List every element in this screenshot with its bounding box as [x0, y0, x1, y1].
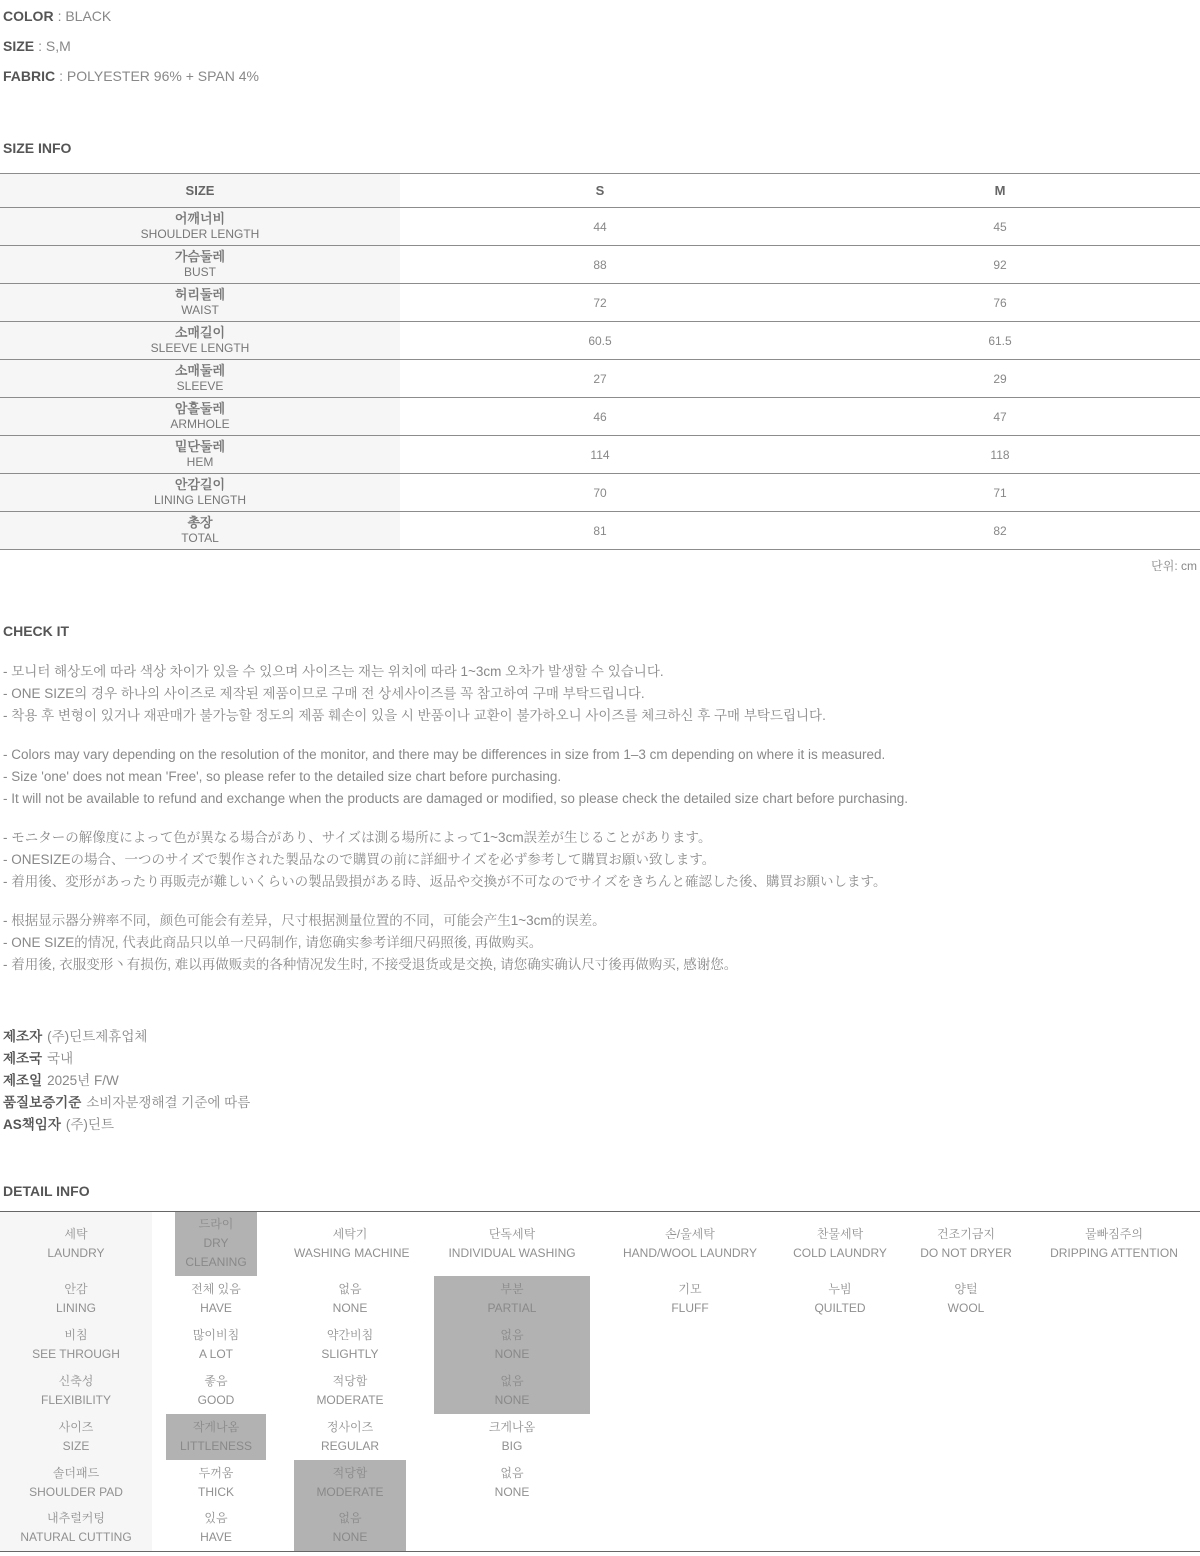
detail-category — [0, 1276, 152, 1322]
option-en: COLD LAUNDRY — [793, 1245, 887, 1260]
detail-option — [166, 1276, 266, 1322]
detail-cell-empty — [1028, 1414, 1200, 1460]
detail-cell-empty — [904, 1414, 1028, 1460]
detail-option-selected — [175, 1212, 257, 1276]
size-cell-value-s: 27 — [400, 360, 800, 398]
option-en: NONE — [332, 1530, 368, 1545]
detail-cell — [420, 1322, 604, 1368]
note-line: - ONE SIZE的情况, 代表此商品只以单一尺码制作, 请您确实参考详细尺码照後, 再做购买。 — [3, 935, 543, 950]
detail-option — [434, 1212, 590, 1276]
detail-option — [294, 1368, 406, 1414]
detail-cell-empty — [604, 1460, 776, 1506]
measure-ko: 허리둘레 — [174, 287, 226, 302]
size-cell-label — [0, 436, 400, 474]
note-line: - ONESIZEの場合、一つのサイズで製作された製品なので購買の前に詳細サイズを必ず参考して購買お願い致します。 — [3, 852, 716, 867]
detail-row-natural-cutting — [0, 1506, 1200, 1552]
option-en: SLIGHTLY — [321, 1346, 379, 1361]
size-cell-value-s: 70 — [400, 474, 800, 512]
size-row — [0, 246, 1200, 284]
option-ko: 크게나옴 — [488, 1419, 536, 1434]
detail-cell — [904, 1212, 1028, 1276]
option-en: MODERATE — [316, 1392, 384, 1407]
maker-label: 제조일 — [3, 1073, 43, 1088]
option-ko: 없음 — [500, 1465, 524, 1480]
size-row — [0, 284, 1200, 322]
detail-row-lining — [0, 1276, 1200, 1322]
note-line: - 착용 후 변형이 있거나 재판매가 불가능할 정도의 제품 훼손이 있을 시 반품이나 교환이 불가하오니 사이즈를 체크하신 후 구매 부탁드립니다. — [3, 708, 826, 723]
size-cell-value-m: 71 — [800, 474, 1200, 512]
size-cell-value-s: 60.5 — [400, 322, 800, 360]
detail-option-selected — [166, 1414, 266, 1460]
option-en: DRIPPING ATTENTION — [1050, 1245, 1178, 1260]
size-cell-label — [0, 398, 400, 436]
size-cell-value-s: 72 — [400, 284, 800, 322]
detail-cell — [420, 1414, 604, 1460]
category-ko: 세탁 — [64, 1226, 88, 1241]
option-en: GOOD — [197, 1392, 235, 1407]
category-en: SEE THROUGH — [32, 1346, 120, 1361]
note-line: - 着用後、変形があったり再販売が難しいくらいの製品毀損がある時、返品や交換が不可なのでサイズをきちんと確認した後、購買お願いします。 — [3, 874, 887, 889]
category-en: SHOULDER PAD — [29, 1484, 123, 1499]
detail-cell-empty — [604, 1506, 776, 1552]
option-ko: 없음 — [338, 1511, 362, 1526]
measure-ko: 암홀둘레 — [174, 401, 226, 416]
option-ko: 없음 — [500, 1327, 524, 1342]
option-ko: 찬물세탁 — [816, 1226, 864, 1241]
detail-cell — [280, 1322, 420, 1368]
option-en: THICK — [198, 1484, 234, 1499]
detail-cell-empty — [1028, 1368, 1200, 1414]
note-line: - モニターの解像度によって色が異なる場合があり、サイズは測る場所によって1~3cm誤差が生じることがあります。 — [3, 830, 712, 845]
option-ko: 있음 — [204, 1511, 228, 1526]
detail-option — [434, 1460, 590, 1506]
note-line: - Size 'one' does not mean 'Free', so please refer to the detailed size chart before purchasing. — [3, 769, 562, 784]
color-value: : BLACK — [57, 8, 112, 24]
notes-chinese — [3, 910, 1200, 976]
size-header-row — [0, 174, 1200, 208]
detail-info-heading: DETAIL INFO — [3, 1183, 90, 1199]
note-line: - 根据显示器分辨率不同，颜色可能会有差异，尺寸根据测量位置的不同，可能会产生1~3cm的误差。 — [3, 913, 606, 928]
size-cell-value-m: 29 — [800, 360, 1200, 398]
detail-cell — [604, 1212, 776, 1276]
detail-cell-empty — [1028, 1322, 1200, 1368]
size-value: : S,M — [38, 38, 71, 54]
detail-cell — [420, 1276, 604, 1322]
measure-en: SLEEVE — [176, 379, 224, 393]
measure-ko: 안감길이 — [174, 477, 226, 492]
measure-en: HEM — [186, 455, 214, 469]
size-cell-label — [0, 208, 400, 246]
size-cell-value-m: 47 — [800, 398, 1200, 436]
maker-value: (주)딘트제휴업체 — [47, 1029, 148, 1044]
detail-cell-empty — [420, 1506, 604, 1552]
size-row — [0, 436, 1200, 474]
detail-category — [0, 1212, 152, 1276]
measure-ko: 어깨너비 — [174, 211, 226, 226]
detail-category — [0, 1506, 152, 1552]
detail-cell — [152, 1506, 280, 1552]
maker-label: AS책임자 — [3, 1117, 61, 1132]
size-cell-value-m: 61.5 — [800, 322, 1200, 360]
category-en: SIZE — [62, 1438, 90, 1453]
option-en: HAVE — [200, 1530, 232, 1545]
option-ko: 전체 있음 — [191, 1281, 241, 1296]
option-en: PARTIAL — [487, 1300, 537, 1315]
maker-value: (주)딘트 — [65, 1117, 115, 1132]
product-attributes — [0, 6, 1200, 87]
size-row — [0, 322, 1200, 360]
option-ko: 약간비침 — [326, 1327, 374, 1342]
size-cell-label — [0, 512, 400, 550]
category-en: LAUNDRY — [47, 1245, 105, 1260]
detail-cell — [280, 1414, 420, 1460]
option-ko: 적당함 — [332, 1373, 368, 1388]
detail-cell-empty — [776, 1414, 904, 1460]
option-en: WOOL — [947, 1300, 985, 1315]
maker-value: 2025년 F/W — [47, 1073, 119, 1088]
option-ko: 누빔 — [828, 1281, 852, 1296]
detail-cell — [420, 1212, 604, 1276]
detail-option — [294, 1322, 406, 1368]
detail-row-see-through — [0, 1322, 1200, 1368]
size-cell-label — [0, 284, 400, 322]
measure-ko: 소매둘레 — [174, 363, 226, 378]
detail-option — [294, 1414, 406, 1460]
option-en: DO NOT DRYER — [920, 1245, 1012, 1260]
size-col-header-m: M — [800, 174, 1200, 208]
option-en: NONE — [494, 1484, 530, 1499]
size-label: SIZE — [3, 38, 35, 54]
detail-cell-empty — [604, 1414, 776, 1460]
option-ko: 건조기금지 — [937, 1226, 995, 1241]
measure-en: SHOULDER LENGTH — [140, 227, 260, 241]
detail-cell-empty — [1028, 1460, 1200, 1506]
size-cell-value-m: 76 — [800, 284, 1200, 322]
size-cell-value-m: 45 — [800, 208, 1200, 246]
detail-cell-empty — [904, 1506, 1028, 1552]
color-label: COLOR — [3, 8, 54, 24]
option-en: DRY CLEANING — [185, 1236, 247, 1270]
detail-option — [790, 1276, 890, 1322]
size-row — [0, 474, 1200, 512]
option-en: NONE — [494, 1392, 530, 1407]
detail-cell — [420, 1368, 604, 1414]
option-en: QUILTED — [814, 1300, 866, 1315]
detail-cell-empty — [904, 1322, 1028, 1368]
detail-category — [0, 1368, 152, 1414]
note-line: - 모니터 해상도에 따라 색상 차이가 있을 수 있으며 사이즈는 재는 위치에 따라 1~3cm 오차가 발생할 수 있습니다. — [3, 664, 664, 679]
detail-cell-empty — [776, 1368, 904, 1414]
size-cell-value-s: 44 — [400, 208, 800, 246]
size-cell-label — [0, 360, 400, 398]
option-ko: 드라이 — [198, 1217, 234, 1232]
fabric-line — [3, 66, 1200, 87]
detail-option — [166, 1460, 266, 1506]
detail-cell-empty — [776, 1322, 904, 1368]
option-ko: 기모 — [678, 1281, 702, 1296]
detail-option — [618, 1212, 762, 1276]
maker-value: 국내 — [47, 1051, 74, 1066]
option-en: LITTLENESS — [179, 1438, 253, 1453]
detail-option — [790, 1212, 890, 1276]
measure-en: SLEEVE LENGTH — [150, 341, 250, 355]
option-en: MODERATE — [316, 1484, 384, 1499]
option-en: NONE — [494, 1346, 530, 1361]
detail-category — [0, 1414, 152, 1460]
size-table — [0, 173, 1200, 550]
detail-cell-empty — [776, 1506, 904, 1552]
size-info-heading: SIZE INFO — [3, 140, 72, 156]
measure-ko: 총장 — [187, 515, 213, 530]
detail-option — [294, 1212, 410, 1276]
measure-ko: 소매길이 — [174, 325, 226, 340]
measure-en: WAIST — [181, 303, 219, 317]
size-row — [0, 208, 1200, 246]
note-line: - ONE SIZE의 경우 하나의 사이즈로 제작된 제품이므로 구매 전 상세사이즈를 꼭 참고하여 구매 부탁드립니다. — [3, 686, 645, 701]
size-line — [3, 36, 1200, 57]
detail-option — [166, 1506, 266, 1552]
measure-en: LINING LENGTH — [153, 493, 246, 507]
measure-en: ARMHOLE — [170, 417, 230, 431]
category-ko: 솔더패드 — [52, 1465, 100, 1480]
detail-option — [1042, 1212, 1186, 1276]
category-ko: 비침 — [64, 1327, 88, 1342]
option-ko: 물빠짐주의 — [1085, 1226, 1143, 1241]
detail-cell-empty — [604, 1322, 776, 1368]
size-row — [0, 512, 1200, 550]
detail-cell — [280, 1212, 420, 1276]
detail-option-selected — [294, 1460, 406, 1506]
unit-note: 단위: cm — [1151, 559, 1197, 573]
detail-option — [918, 1276, 1014, 1322]
color-line — [3, 6, 1200, 27]
measure-ko: 가슴둘레 — [174, 249, 226, 264]
detail-cell — [280, 1460, 420, 1506]
detail-cell-empty — [904, 1368, 1028, 1414]
detail-cell-empty — [904, 1460, 1028, 1506]
detail-info-table — [0, 1211, 1200, 1552]
manufacturer-info — [0, 1026, 1200, 1136]
size-cell-value-m: 82 — [800, 512, 1200, 550]
detail-cell — [152, 1276, 280, 1322]
detail-cell — [152, 1414, 280, 1460]
note-line: - 着用後, 衣服变形丶有损伤, 难以再做贩卖的各种情况发生时, 不接受退货或是交换, 请您确实确认尺寸後再做购买, 感谢您。 — [3, 957, 738, 972]
maker-value: 소비자분쟁해결 기준에 따름 — [86, 1095, 251, 1110]
measure-ko: 밑단둘레 — [174, 439, 226, 454]
option-ko: 정사이즈 — [326, 1419, 374, 1434]
option-ko: 부분 — [500, 1281, 524, 1296]
size-cell-value-s: 46 — [400, 398, 800, 436]
detail-cell — [904, 1276, 1028, 1322]
category-en: NATURAL CUTTING — [20, 1530, 132, 1545]
maker-line — [3, 1026, 1200, 1048]
detail-cell — [604, 1276, 776, 1322]
option-ko: 많이비침 — [192, 1327, 240, 1342]
detail-row-size — [0, 1414, 1200, 1460]
detail-cell — [776, 1212, 904, 1276]
maker-line — [3, 1092, 1200, 1114]
option-en: INDIVIDUAL WASHING — [448, 1245, 576, 1260]
size-cell-label — [0, 246, 400, 284]
fabric-value: : POLYESTER 96% + SPAN 4% — [59, 68, 259, 84]
detail-cell — [280, 1506, 420, 1552]
detail-cell — [152, 1460, 280, 1506]
detail-option — [166, 1368, 266, 1414]
detail-cell — [152, 1368, 280, 1414]
maker-line — [3, 1048, 1200, 1070]
size-cell-value-m: 118 — [800, 436, 1200, 474]
detail-cell — [280, 1368, 420, 1414]
detail-category — [0, 1322, 152, 1368]
size-cell-value-s: 88 — [400, 246, 800, 284]
detail-cell-empty — [604, 1368, 776, 1414]
detail-cell-empty — [776, 1460, 904, 1506]
detail-cell — [776, 1276, 904, 1322]
detail-category — [0, 1460, 152, 1506]
detail-row-laundry — [0, 1212, 1200, 1276]
maker-line — [3, 1070, 1200, 1092]
option-en: NONE — [332, 1300, 368, 1315]
fabric-label: FABRIC — [3, 68, 56, 84]
note-line: - Colors may vary depending on the resolution of the monitor, and there may be differences in size from 1–3 cm depending on where it is measured. — [3, 747, 886, 762]
option-en: HAND/WOOL LAUNDRY — [622, 1245, 758, 1260]
maker-label: 제조국 — [3, 1051, 43, 1066]
size-col-header: SIZE — [0, 174, 400, 208]
option-ko: 세탁기 — [332, 1226, 368, 1241]
measure-en: BUST — [183, 265, 216, 279]
detail-cell-empty — [1028, 1506, 1200, 1552]
detail-option-selected — [434, 1322, 590, 1368]
option-en: WASHING MACHINE — [294, 1245, 410, 1260]
maker-line — [3, 1114, 1200, 1136]
note-line: - It will not be available to refund and exchange when the products are damaged or modified, so please check the detailed size chart before purchasing. — [3, 791, 909, 806]
detail-option — [618, 1276, 762, 1322]
category-en: FLEXIBILITY — [40, 1392, 112, 1407]
option-en: A LOT — [198, 1346, 233, 1361]
category-ko: 사이즈 — [58, 1419, 94, 1434]
check-it-notes — [0, 661, 1200, 976]
notes-english — [3, 744, 1200, 810]
detail-cell — [1028, 1212, 1200, 1276]
option-en: HAVE — [200, 1300, 232, 1315]
size-cell-value-m: 92 — [800, 246, 1200, 284]
category-en: LINING — [55, 1300, 96, 1315]
size-cell-label — [0, 322, 400, 360]
category-ko: 내추럴커팅 — [47, 1511, 105, 1526]
size-row — [0, 398, 1200, 436]
detail-row-shoulder-pad — [0, 1460, 1200, 1506]
maker-label: 품질보증기준 — [3, 1095, 82, 1110]
option-ko: 없음 — [500, 1373, 524, 1388]
category-ko: 안감 — [64, 1281, 88, 1296]
option-ko: 두꺼움 — [198, 1465, 234, 1480]
size-col-header-s: S — [400, 174, 800, 208]
option-ko: 없음 — [338, 1281, 362, 1296]
measure-en: TOTAL — [181, 531, 219, 545]
detail-option-selected — [294, 1506, 406, 1552]
detail-row-flexibility — [0, 1368, 1200, 1414]
detail-option — [918, 1212, 1014, 1276]
detail-cell-empty — [1028, 1276, 1200, 1322]
option-en: REGULAR — [320, 1438, 379, 1453]
option-ko: 좋음 — [204, 1373, 228, 1388]
detail-option — [166, 1322, 266, 1368]
category-ko: 신축성 — [58, 1373, 94, 1388]
detail-cell — [152, 1212, 280, 1276]
option-ko: 작게나옴 — [192, 1419, 240, 1434]
option-en: BIG — [501, 1438, 523, 1453]
option-en: FLUFF — [671, 1300, 709, 1315]
maker-label: 제조자 — [3, 1029, 43, 1044]
detail-option-selected — [434, 1276, 590, 1322]
option-ko: 양털 — [954, 1281, 978, 1296]
detail-option — [294, 1276, 406, 1322]
detail-option — [434, 1414, 590, 1460]
notes-korean — [3, 661, 1200, 727]
detail-cell — [280, 1276, 420, 1322]
detail-option-selected — [434, 1368, 590, 1414]
option-ko: 손/울세탁 — [665, 1226, 715, 1241]
option-ko: 단독세탁 — [488, 1226, 536, 1241]
size-row — [0, 360, 1200, 398]
size-cell-value-s: 114 — [400, 436, 800, 474]
size-cell-value-s: 81 — [400, 512, 800, 550]
notes-japanese — [3, 827, 1200, 893]
detail-cell — [152, 1322, 280, 1368]
check-it-heading: CHECK IT — [3, 623, 70, 639]
size-cell-label — [0, 474, 400, 512]
detail-cell — [420, 1460, 604, 1506]
option-ko: 적당함 — [332, 1465, 368, 1480]
